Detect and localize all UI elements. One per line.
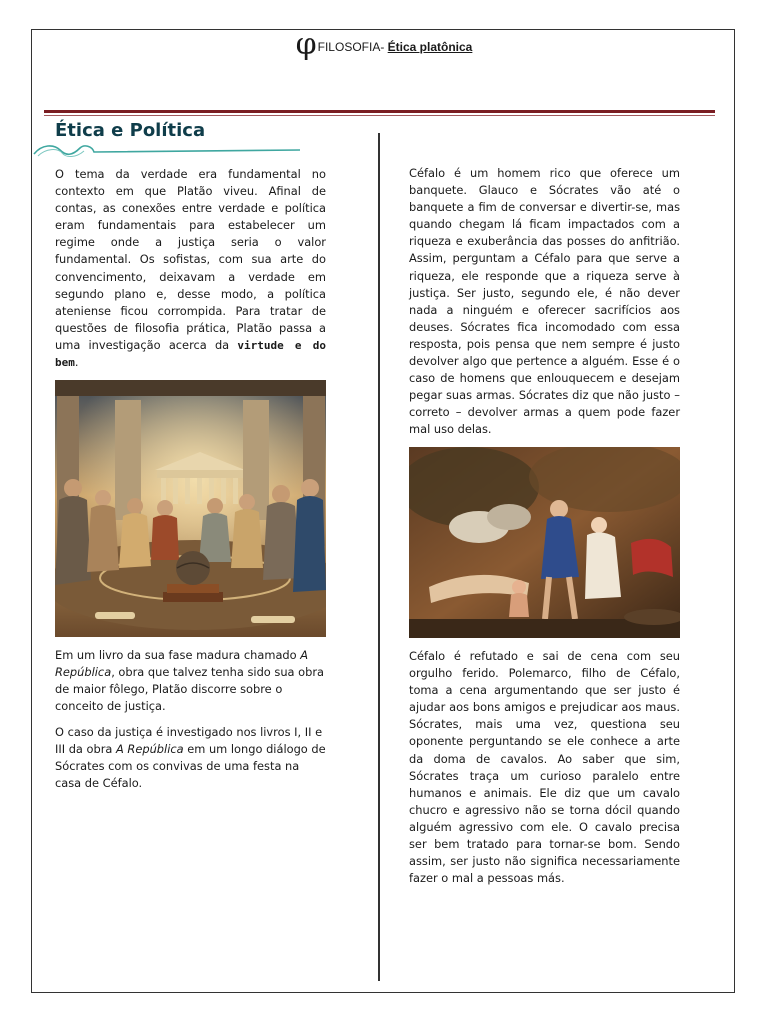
header-rule-thin: [44, 115, 715, 116]
virtude-e-do-bem-emphasis: virtude e do bem: [55, 338, 326, 370]
page-header: [0, 27, 768, 62]
header-subject: FILOSOFIA-: [317, 40, 388, 54]
header-subject-title: Ética platônica: [387, 40, 473, 54]
left-paragraph-1-end: .: [74, 355, 79, 370]
left-column: [55, 166, 326, 371]
right-paragraph-2: Céfalo é refutado e sai de cena com seu orgulho ferido. Polemarco, filho de Céfalo, toma a cena argumentando que ser justo é ajudar aos bons amigos e prejudicar aos maus. Sócrates, mais uma vez, questiona seu oponente perguntando se ele conhece a arte da doma de cavalos. Ao saber que sim, Sócrates traça um curioso paralelo entre humanos e animais. Ele diz que um cavalo chucro e agressivo não se torna dócil quando alguém agressivo com ele. O cavalo precisa ser bem tratado para tornar-se bom. Sendo assim, ser justo não significa necessariamente fazer o mal a pessoas más.: [409, 649, 680, 886]
left-paragraph-3: [55, 724, 326, 792]
left-paragraph-1-text: O tema da verdade era fundamental no contexto em que Platão viveu. Afinal de contas, as conexões entre verdade e política eram fundamentais para estabelecer um regime onde a justiça seria o valor fundamental. Os sofistas, com sua arte do convencimento, deixavam a verdade em segundo plano e, desse modo, a política ateniense ficou corrompida. Para tratar de questões de filosofia prática, Platão passa a uma investigação acerca da: [55, 167, 326, 352]
left-paragraph-1: [55, 166, 326, 371]
classical-painting-image: [409, 447, 680, 638]
left-paragraph-3-text: [55, 724, 326, 792]
title-swoosh-decoration: [32, 140, 302, 162]
right-column: [409, 165, 680, 439]
right-paragraph-2-container: [409, 648, 680, 887]
header-rule: [44, 110, 715, 113]
left-paragraph-3-end: em um longo diálogo de Sócrates com os convivas de uma festa na casa de Céfalo.: [55, 742, 326, 791]
left-paragraph-3-start: O caso da justiça é investigado nos livros I, II e III da obra: [55, 725, 323, 757]
philosophers-painting-image: [55, 380, 326, 637]
phi-symbol: φ: [295, 27, 317, 62]
book-title-a-republica-2: A República: [116, 742, 184, 757]
left-paragraph-2-end: , obra que talvez tenha sido sua obra de maior fôlego, Platão discorre sobre o conceito de justiça.: [55, 665, 324, 714]
right-paragraph-1: Céfalo é um homem rico que oferece um banquete. Glauco e Sócrates vão até o banquete a fim de conversar e divertir-se, mas quando chegam lá ficam impactados com a riqueza e exuberância das posses do anfitrião. Assim, perguntam a Céfalo para que serve a riqueza, ele responde que a riqueza serve à justiça. Ser justo, segundo ele, é não dever nada a ninguém e oferecer sacrifícios aos deuses. Sócrates fica incomodado com essa resposta, pois pensa que nem sempre é justo devolver algo que pertence a alguém. Esse é o caso de homens que enlouquecem e desejam pegar suas armas. Sócrates diz que não justo – correto – devolver armas a quem pode fazer mal uso delas.: [409, 166, 680, 437]
section-title: Ética e Política: [55, 120, 206, 141]
left-paragraph-2: [55, 647, 326, 715]
left-paragraph-2-start: Em um livro da sua fase madura chamado: [55, 648, 301, 662]
book-title-a-republica: A República: [55, 648, 309, 680]
column-divider: [378, 133, 380, 981]
left-paragraph-2-text: [55, 647, 326, 715]
